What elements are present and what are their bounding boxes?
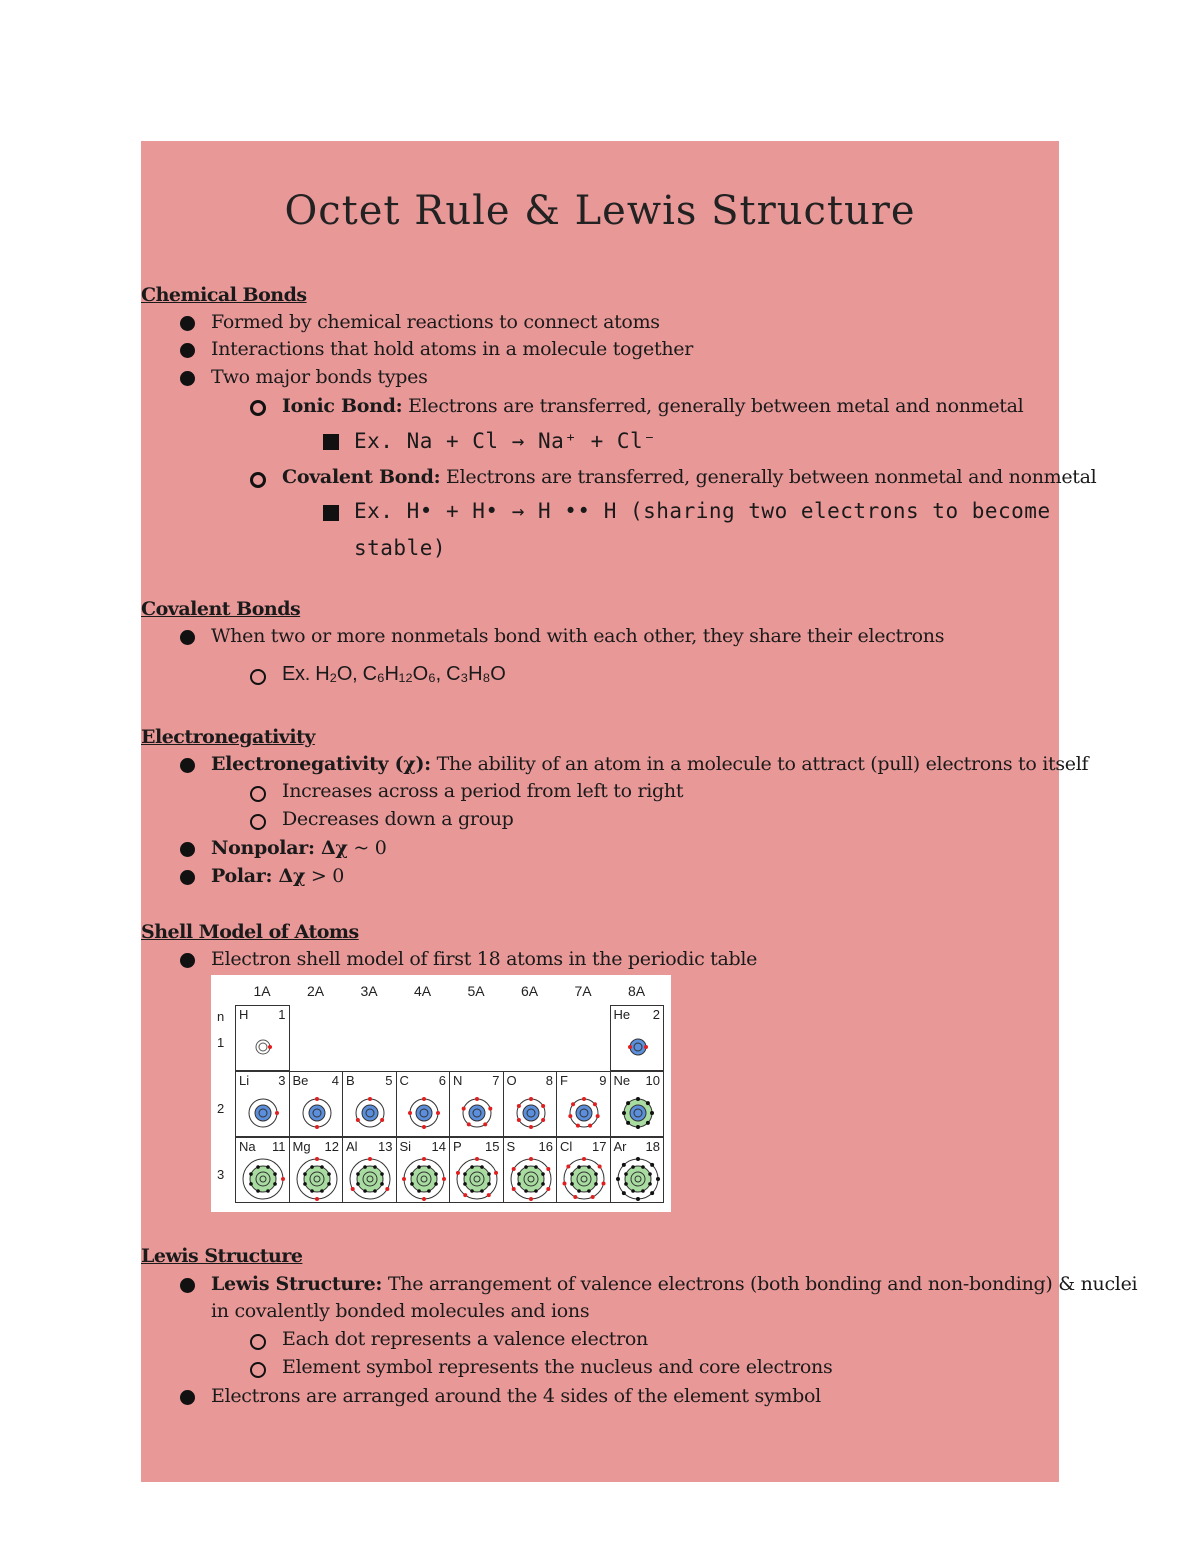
bullet-icon (180, 316, 195, 331)
circle-bullet-icon (250, 400, 266, 416)
element-cell (556, 1071, 611, 1137)
bullet-icon (180, 870, 195, 885)
list-item (211, 837, 387, 859)
atom-shell-diagram (237, 1023, 289, 1071)
element-symbol: Be (292, 1073, 309, 1088)
list-item: Decreases down a group (282, 808, 514, 830)
row-label: 2 (217, 1101, 225, 1116)
circle-bullet-icon (250, 1362, 266, 1378)
page-title: Octet Rule & Lewis Structure (284, 188, 916, 234)
atom-shell-diagram (612, 1155, 664, 1203)
term-text: ~ 0 (347, 837, 387, 859)
square-bullet-icon (323, 505, 339, 521)
atom-shell-diagram (291, 1089, 343, 1137)
element-cell (610, 1005, 665, 1071)
list-item: When two or more nonmetals bond with each other, they share their electrons (211, 625, 945, 647)
term-label: Ionic Bond: (282, 395, 403, 417)
bullet-icon (180, 371, 195, 386)
circle-bullet-icon (250, 814, 266, 830)
atom-shell-diagram (237, 1089, 289, 1137)
atomic-number: 5 (385, 1073, 393, 1088)
list-item: Formed by chemical reactions to connect atoms (211, 311, 660, 333)
atomic-number: 9 (599, 1073, 607, 1088)
bullet-icon (180, 1278, 195, 1293)
element-cell (503, 1137, 558, 1203)
atomic-number: 4 (331, 1073, 339, 1088)
atomic-number: 8 (545, 1073, 553, 1088)
atom-shell-diagram (505, 1155, 557, 1203)
list-item: Ex. Na + Cl → Na⁺ + Cl⁻ (354, 429, 657, 453)
circle-bullet-icon (250, 786, 266, 802)
element-symbol: C (399, 1073, 409, 1088)
element-cell (289, 1071, 344, 1137)
atomic-number: 15 (485, 1139, 500, 1154)
element-symbol: Si (399, 1139, 412, 1154)
list-item: Element symbol represents the nucleus and core electrons (282, 1356, 833, 1378)
group-label: 6A (520, 983, 539, 999)
list-item (211, 1273, 1137, 1295)
n-label: n (217, 1009, 225, 1024)
square-bullet-icon (323, 434, 339, 450)
list-item: Each dot represents a valence electron (282, 1328, 648, 1350)
atomic-number: 3 (278, 1073, 286, 1088)
heading-electronegativity: Electronegativity (141, 726, 315, 748)
atomic-number: 14 (431, 1139, 446, 1154)
element-symbol: Li (239, 1073, 250, 1088)
element-symbol: He (613, 1007, 631, 1022)
atom-shell-diagram (451, 1089, 503, 1137)
bullet-icon (180, 842, 195, 857)
heading-shell-model: Shell Model of Atoms (141, 921, 359, 943)
group-label: 2A (306, 983, 325, 999)
element-symbol: N (453, 1073, 463, 1088)
element-cell (289, 1137, 344, 1203)
list-item: Electron shell model of first 18 atoms in the periodic table (211, 948, 758, 970)
row-label: 3 (217, 1167, 225, 1182)
list-item: Two major bonds types (211, 366, 428, 388)
atomic-number: 10 (645, 1073, 660, 1088)
element-symbol: Cl (560, 1139, 573, 1154)
element-cell (610, 1071, 665, 1137)
atom-shell-diagram (505, 1089, 557, 1137)
atom-shell-diagram (612, 1023, 664, 1071)
element-cell (449, 1071, 504, 1137)
element-cell (235, 1005, 290, 1071)
group-label: 5A (467, 983, 485, 999)
bullet-icon (180, 1390, 195, 1405)
term-text: The ability of an atom in a molecule to attract (pull) electrons to itself (430, 753, 1089, 775)
element-cell (610, 1137, 665, 1203)
atomic-number: 17 (592, 1139, 607, 1154)
group-label: 4A (413, 983, 432, 999)
element-symbol: B (346, 1073, 355, 1088)
element-cell (503, 1071, 558, 1137)
element-symbol: Al (346, 1139, 358, 1154)
list-item (282, 395, 1023, 417)
term-label: Electronegativity (χ): (211, 753, 431, 775)
circle-bullet-icon (250, 1334, 266, 1350)
group-label: 8A (627, 983, 646, 999)
atom-shell-diagram (291, 1155, 343, 1203)
element-cell (235, 1071, 290, 1137)
periodic-table-figure (211, 975, 671, 1212)
element-cell (556, 1137, 611, 1203)
list-item: Ex. H• + H• → H •• H (sharing two electrons to become (354, 499, 1051, 523)
group-label: 7A (574, 983, 592, 999)
atom-shell-diagram (398, 1155, 450, 1203)
list-item: Interactions that hold atoms in a molecule together (211, 338, 694, 360)
heading-covalent-bonds: Covalent Bonds (141, 598, 301, 620)
element-symbol: H (239, 1007, 249, 1022)
term-label: Nonpolar: Δχ (211, 837, 348, 859)
circle-bullet-icon (250, 669, 266, 685)
element-symbol: Mg (292, 1139, 311, 1154)
list-item (211, 753, 1088, 775)
term-label: Lewis Structure: (211, 1273, 383, 1295)
group-label: 3A (360, 983, 378, 999)
element-symbol: P (453, 1139, 462, 1154)
element-cell (449, 1137, 504, 1203)
bullet-icon (180, 630, 195, 645)
atom-shell-diagram (612, 1089, 664, 1137)
element-symbol: S (506, 1139, 516, 1154)
bullet-icon (180, 953, 195, 968)
element-symbol: O (506, 1073, 517, 1088)
element-cell (396, 1137, 451, 1203)
bullet-icon (180, 758, 195, 773)
term-label: Polar: Δχ (211, 865, 306, 887)
term-text: Electrons are transferred, generally between metal and nonmetal (402, 395, 1024, 417)
atomic-number: 12 (324, 1139, 339, 1154)
heading-chemical-bonds: Chemical Bonds (141, 284, 307, 306)
atomic-number: 6 (438, 1073, 446, 1088)
circle-bullet-icon (250, 472, 266, 488)
element-cell (235, 1137, 290, 1203)
term-label: Covalent Bond: (282, 466, 441, 488)
heading-lewis-structure: Lewis Structure (141, 1245, 303, 1267)
row-label: 1 (217, 1035, 225, 1050)
atom-shell-diagram (398, 1089, 450, 1137)
atomic-number: 18 (645, 1139, 660, 1154)
atomic-number: 13 (378, 1139, 393, 1154)
atomic-number: 1 (278, 1007, 286, 1022)
atom-shell-diagram (344, 1155, 396, 1203)
element-symbol: Ar (613, 1139, 627, 1154)
list-item: Ex. H₂O, C₆H₁₂O₆, C₃H₈O (282, 663, 506, 685)
term-text: > 0 (305, 865, 345, 887)
atomic-number: 7 (492, 1073, 500, 1088)
term-text: Electrons are transferred, generally between nonmetal and nonmetal (440, 466, 1097, 488)
bullet-icon (180, 343, 195, 358)
atomic-number: 11 (272, 1139, 286, 1154)
element-cell (342, 1071, 397, 1137)
atom-shell-diagram (344, 1089, 396, 1137)
list-item: Electrons are arranged around the 4 sides of the element symbol (211, 1385, 821, 1407)
term-text: The arrangement of valence electrons (both bonding and non-bonding) & nuclei (382, 1273, 1138, 1295)
atomic-number: 2 (652, 1007, 660, 1022)
element-symbol: Na (239, 1139, 256, 1154)
atom-shell-diagram (451, 1155, 503, 1203)
list-item: Increases across a period from left to right (282, 780, 684, 802)
atom-shell-diagram (237, 1155, 289, 1203)
atomic-number: 16 (538, 1139, 553, 1154)
element-cell (396, 1071, 451, 1137)
list-item (282, 466, 1096, 488)
element-cell (342, 1137, 397, 1203)
atom-shell-diagram (558, 1155, 610, 1203)
element-symbol: F (560, 1073, 568, 1088)
atom-shell-diagram (558, 1089, 610, 1137)
element-symbol: Ne (613, 1073, 631, 1088)
list-item: in covalently bonded molecules and ions (211, 1300, 590, 1322)
group-label: 1A (253, 983, 271, 999)
list-item (211, 865, 344, 887)
list-item: stable) (354, 536, 447, 560)
